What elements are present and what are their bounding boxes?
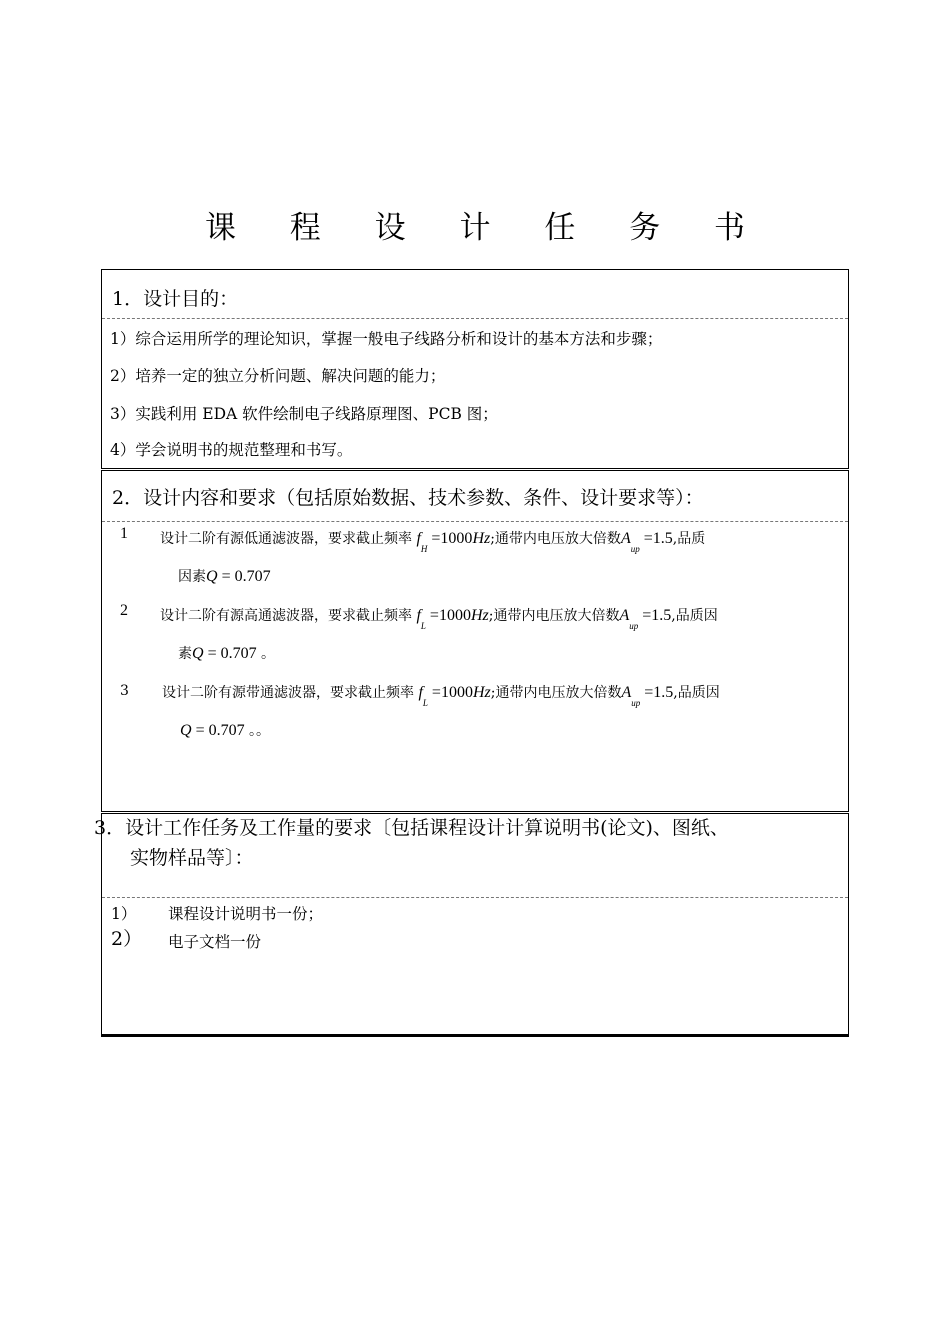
task-3-tail: ,品质因: [673, 685, 720, 701]
purpose-item-4: 4）学会说明书的规范整理和书写。: [110, 441, 353, 459]
task-1-text: 设计二阶有源低通滤波器，要求截止频率: [160, 531, 412, 547]
task-3-line1: [162, 682, 720, 708]
task-1-number: 1: [120, 525, 128, 542]
divider: [102, 318, 848, 319]
task-2-mid: ;通带内电压放大倍数: [488, 608, 620, 624]
task-3-text: 设计二阶有源带通滤波器，要求截止频率: [162, 685, 414, 701]
work-item-1-number: 1）: [111, 905, 137, 923]
task-2-tail: ,品质因: [671, 608, 718, 624]
work-item-1: 课程设计说明书一份；: [168, 905, 324, 923]
page-title: 课 程 设 计 任 务 书: [204, 210, 768, 246]
voltage-gain: $A_{up} =1.5$: [619, 607, 672, 631]
task-1-tail: ,品质: [672, 531, 706, 547]
section3-heading-line1: 3．设计工作任务及工作量的要求〔包括课程设计计算说明书(论文)、图纸、: [94, 817, 729, 839]
task-2-line1: [160, 605, 718, 631]
task-2-line2: 素Q = 0.707 。: [178, 645, 276, 662]
section3-heading-line2: 实物样品等〕：: [130, 847, 254, 869]
task-2-number: 2: [120, 602, 128, 619]
divider: [102, 521, 848, 522]
bottom-double-rule: [101, 1034, 849, 1037]
purpose-item-2: 2）培养一定的独立分析问题、解决问题的能力；: [110, 367, 446, 385]
work-item-2-number: 2）: [111, 928, 143, 950]
work-item-2: 电子文档一份: [168, 933, 262, 951]
purpose-item-1: 1）综合运用所学的理论知识，掌握一般电子线路分析和设计的基本方法和步骤；: [110, 330, 663, 348]
voltage-gain: $A_{up} =1.5$: [621, 684, 674, 708]
task-3-line2: Q = 0.707 。。: [180, 722, 271, 739]
section1-heading: 1．设计目的：: [112, 288, 239, 310]
cutoff-frequency: $f_L =1000Hz$: [416, 607, 489, 631]
task-3-number: 3: [120, 683, 129, 699]
task-3-mid: ;通带内电压放大倍数: [490, 685, 622, 701]
quality-factor: Q = 0.707: [192, 645, 257, 662]
section-design-content: [101, 470, 849, 812]
divider: [102, 897, 848, 898]
quality-factor: Q = 0.707: [206, 568, 271, 585]
task-1-line2: 因素Q = 0.707: [178, 568, 271, 585]
task-1-mid: ;通带内电压放大倍数: [490, 531, 621, 547]
voltage-gain: $A_{up} =1.5$: [620, 530, 673, 554]
purpose-item-3: 3）实践利用 EDA 软件绘制电子线路原理图、PCB 图；: [110, 405, 498, 423]
cutoff-frequency: $f_H =1000Hz$: [416, 530, 491, 554]
section-design-purpose: [101, 269, 849, 469]
quality-factor: Q = 0.707: [180, 722, 245, 739]
section2-heading: 2．设计内容和要求（包括原始数据、技术参数、条件、设计要求等）：: [112, 487, 704, 509]
cutoff-frequency: $f_L =1000Hz$: [418, 684, 491, 708]
task-2-text: 设计二阶有源高通滤波器，要求截止频率: [160, 608, 412, 624]
task-1-line1: [160, 528, 706, 554]
